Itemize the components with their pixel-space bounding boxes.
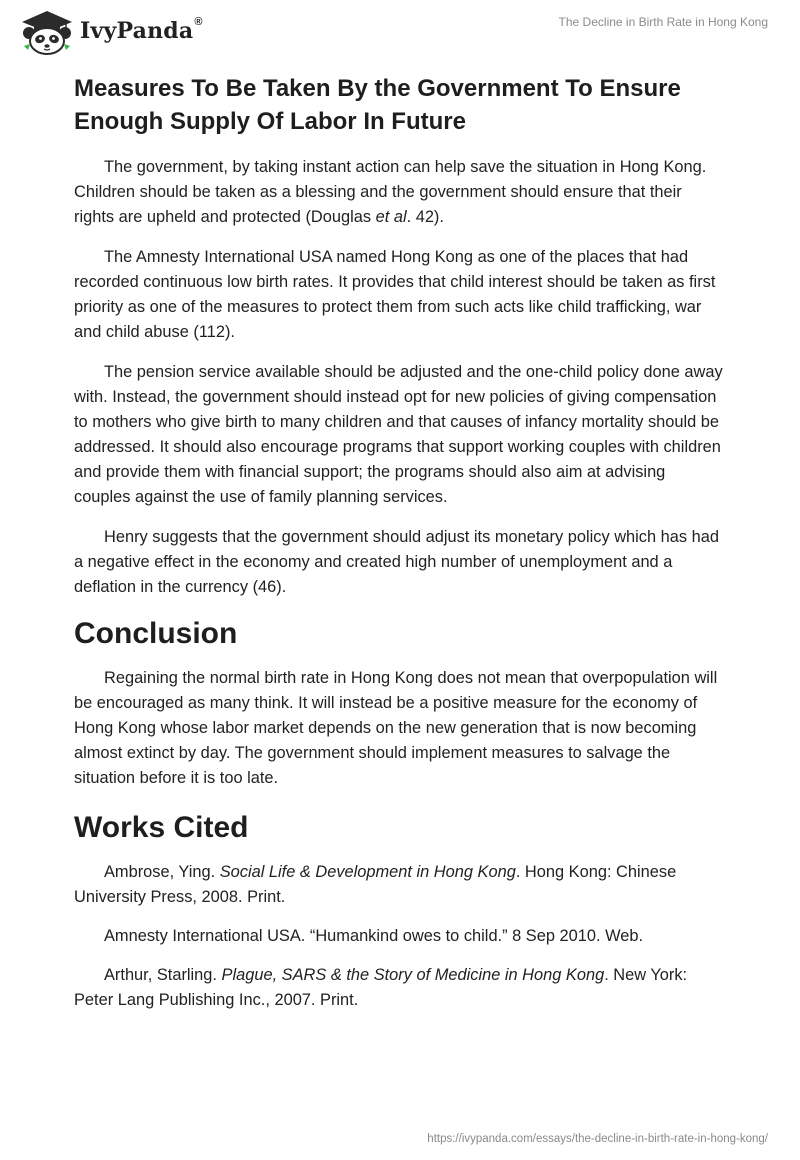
panda-graduation-cap-icon[interactable] bbox=[16, 8, 78, 56]
paragraph: Henry suggests that the government should adjust its monetary policy which has had a negative effect in the economy and created high number of unemployment and a deflation in the currency (46). bbox=[74, 528, 719, 596]
section-heading-measures: Measures To Be Taken By the Government To Ensure Enough Supply Of Labor In Future bbox=[74, 75, 681, 135]
article-content bbox=[74, 72, 726, 1027]
citation-item: Arthur, Starling. Plague, SARS & the Story of Medicine in Hong Kong. New York: Peter Lang Publishing Inc., 2007. Print. bbox=[74, 966, 688, 1009]
document-title: The Decline in Birth Rate in Hong Kong bbox=[558, 15, 768, 29]
citation-item: Amnesty International USA. “Humankind owes to child.” 8 Sep 2010. Web. bbox=[104, 927, 644, 945]
citation-item: Ambrose, Ying. Social Life & Development in Hong Kong. Hong Kong: Chinese University Press, 2008. Print. bbox=[74, 863, 677, 906]
header bbox=[0, 0, 800, 70]
section-heading-works-cited: Works Cited bbox=[74, 811, 249, 844]
paragraph: Regaining the normal birth rate in Hong Kong does not mean that overpopulation will be encouraged as many think. It will instead be a positive measure for the economy of Hong Kong whose labor market depends on the new generation that is now becoming almost extinct by day. The government should implement measures to salvage the situation before it is too late. bbox=[74, 669, 718, 787]
section-heading-conclusion: Conclusion bbox=[74, 617, 238, 650]
paragraph: The government, by taking instant action can help save the situation in Hong Kong. Children should be taken as a blessing and the government should ensure that their rights are upheld and protected (Douglas et al. 42). bbox=[74, 158, 707, 226]
paragraph: The pension service available should be adjusted and the one-child policy done away with. Instead, the government should instead opt for new policies of giving compensation to mothers who give birth to many children and that causes of infancy mortality should be addressed. It should also encourage programs that support working couples with children and provide them with financial support; the programs should also aim at advising couples against the use of family planning services. bbox=[74, 363, 723, 506]
paragraph: The Amnesty International USA named Hong Kong as one of the places that had recorded continuous low birth rates. It provides that child interest should be taken as first priority as one of the measures to protect them from such acts like child trafficking, war and child abuse (112). bbox=[74, 248, 716, 341]
brand-name[interactable]: IvyPanda® bbox=[80, 16, 203, 44]
source-url-link[interactable]: https://ivypanda.com/essays/the-decline-in-birth-rate-in-hong-kong/ bbox=[427, 1133, 768, 1145]
